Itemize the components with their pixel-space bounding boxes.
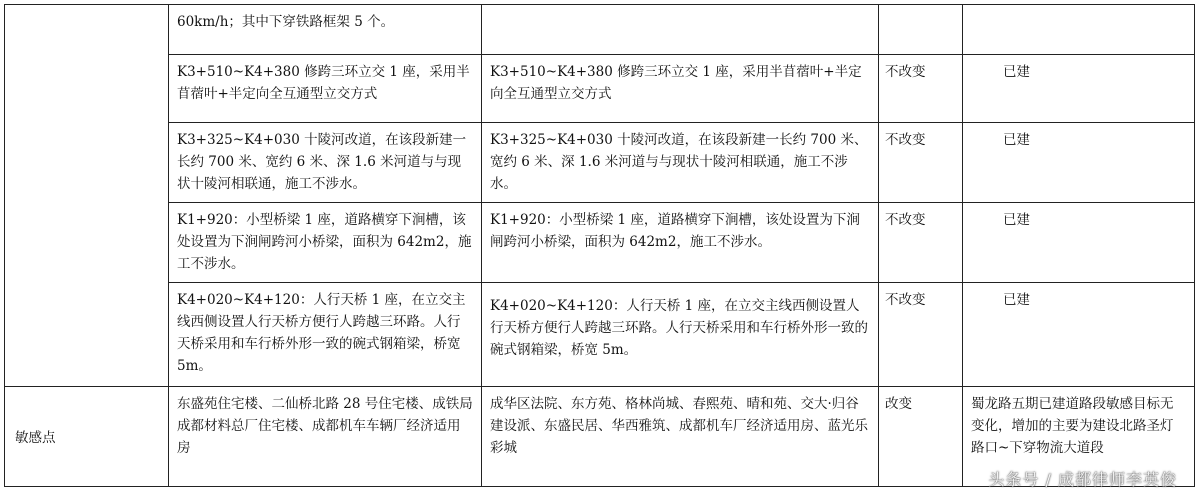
table-row <box>5 55 1195 123</box>
watermark-text: 头条号 / 成都律师李英俊 <box>988 470 1177 489</box>
sensitive-original-cell: 东盛苑住宅楼、二仙桥北路 28 号住宅楼、成铁局成都材料总厂住宅楼、成都机车车辆厂经济适用房 <box>169 387 482 487</box>
original-content-cell: K1+920：小型桥梁 1 座，道路横穿下涧槽，该处设置为下涧闸跨河小桥梁，面积为 642m2，施工不涉水。 <box>169 203 482 283</box>
change-cell: 不改变 <box>879 123 963 203</box>
current-content-cell <box>482 5 879 55</box>
change-cell: 不改变 <box>879 203 963 283</box>
sensitive-category-cell: 敏感点 <box>5 387 169 487</box>
sensitive-current-cell: 成华区法院、东方苑、格林尚城、春熙苑、晴和苑、交大·归谷建设派、东盛民居、华西雅筑、成都机车厂经济适用房、蓝光乐彩城 <box>482 387 879 487</box>
original-content-cell: K4+020~K4+120：人行天桥 1 座，在立交主线西侧设置人行天桥方便行人跨越三环路。人行天桥采用和车行桥外形一致的碗式钢箱梁，桥宽 5m。 <box>169 283 482 387</box>
table-row <box>5 123 1195 203</box>
original-content-cell: K3+510~K4+380 修跨三环立交 1 座，采用半苜蓿叶+半定向全互通型立交方式 <box>169 55 482 123</box>
category-cell-blank <box>5 5 169 387</box>
status-cell: 已建 <box>963 203 1195 283</box>
change-cell <box>879 5 963 55</box>
original-content-cell: K3+325~K4+030 十陵河改道，在该段新建一长约 700 米、宽约 6 米、深 1.6 米河道与与现状十陵河相联通，施工不涉水。 <box>169 123 482 203</box>
table-row <box>5 5 1195 55</box>
current-content-cell: K1+920：小型桥梁 1 座，道路横穿下涧槽，该处设置为下涧闸跨河小桥梁，面积为 642m2，施工不涉水。 <box>482 203 879 283</box>
sensitive-status-cell: 蜀龙路五期已建道路段敏感目标无变化，增加的主要为建设北路圣灯路口~下穿物流大道段 <box>963 387 1195 487</box>
status-cell: 已建 <box>963 123 1195 203</box>
change-cell: 不改变 <box>879 55 963 123</box>
status-cell: 已建 <box>963 55 1195 123</box>
sensitive-change-cell: 改变 <box>879 387 963 487</box>
comparison-table <box>4 4 1195 487</box>
status-cell: 已建 <box>963 283 1195 387</box>
table-row <box>5 203 1195 283</box>
current-content-cell: K3+510~K4+380 修跨三环立交 1 座，采用半苜蓿叶+半定向全互通型立交方式 <box>482 55 879 123</box>
status-cell <box>963 5 1195 55</box>
current-content-cell: K4+020~K4+120：人行天桥 1 座，在立交主线西侧设置人行天桥方便行人跨越三环路。人行天桥采用和车行桥外形一致的碗式钢箱梁，桥宽 5m。 <box>482 283 879 387</box>
change-cell: 不改变 <box>879 283 963 387</box>
original-content-cell: 60km/h；其中下穿铁路框架 5 个。 <box>169 5 482 55</box>
table-row <box>5 283 1195 387</box>
current-content-cell: K3+325~K4+030 十陵河改道，在该段新建一长约 700 米、宽约 6 米、深 1.6 米河道与与现状十陵河相联通，施工不涉水。 <box>482 123 879 203</box>
